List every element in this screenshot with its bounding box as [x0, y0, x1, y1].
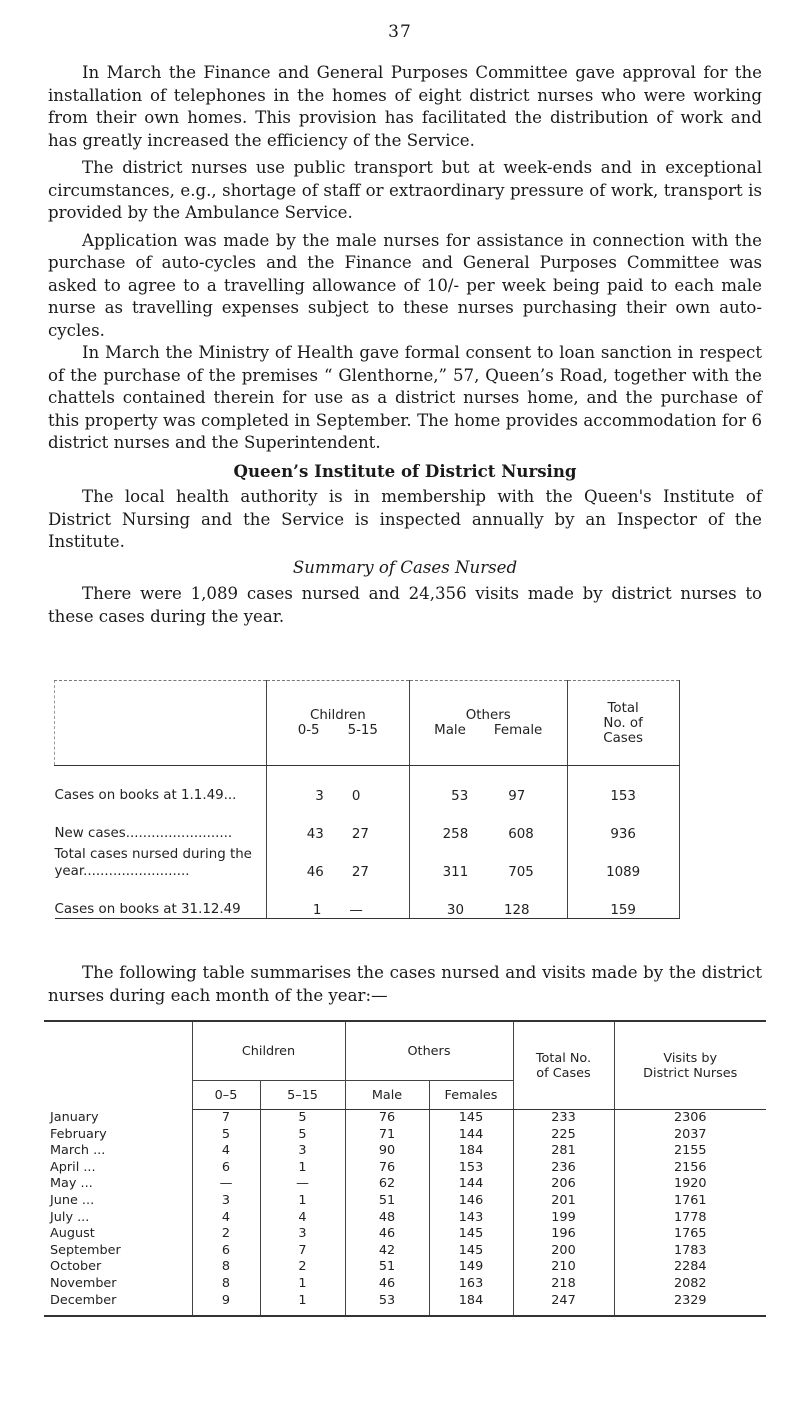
report-text: [48, 62, 762, 633]
paragraph-transport: The district nurses use public transport but at week-ends and in exceptional circumstances, e.g., shortage of staff or extraordinary pressure of work, transport is provided by the Ambulance Service.: [48, 158, 762, 222]
monthly-row: November 8 1 46 163 218 2082: [44, 1276, 766, 1293]
section-heading: Queen’s Institute of District Nursing: [233, 460, 577, 481]
summary-row: New cases......................... 43 27 258 608 936: [55, 804, 764, 842]
paragraph-institute: The local health authority is in membership with the Queen's Institute of District Nursing and the Service is inspected annually by an Inspector of the Institute.: [48, 487, 762, 551]
summary-header-total: Total No. of Cases: [567, 681, 679, 766]
summary-header-others: Others Male Female: [409, 681, 567, 766]
monthly-row: September 6 7 42 145 200 1783: [44, 1243, 766, 1260]
summary-row: Cases on books at 1.1.49... 3 0 53 97 153: [55, 766, 764, 805]
paragraph-telephones: In March the Finance and General Purposes Committee gave approval for the installation of telephones in the homes of eight district nurses who were working from their own homes. This provision has facilitated the distribution of work and has greatly increased the efficiency of the Service.: [48, 63, 762, 150]
monthly-row: December 9 1 53 184 247 2329: [44, 1293, 766, 1317]
summary-header-children: Children 0-5 5-15: [266, 681, 409, 766]
paragraph-auto-cycles: Application was made by the male nurses for assistance in connection with the purchase of auto-cycles and the Finance and General Purposes Committee was asked to agree to a travelling allowance of 10/- per week being paid to each male nurse as travelling expenses subject to these nurses purchasing their own auto-cycles.: [48, 230, 762, 340]
monthly-row: February 5 5 71 144 225 2037: [44, 1127, 766, 1144]
monthly-header-others: Others: [345, 1021, 513, 1081]
monthly-row: October 8 2 51 149 210 2284: [44, 1259, 766, 1276]
monthly-header-total: Total No. of Cases: [513, 1021, 614, 1110]
monthly-subheader-row: 0–5 5–15 Male Females: [44, 1081, 766, 1110]
monthly-intro: [48, 962, 762, 1012]
paragraph-monthly: The following table summarises the cases nursed and visits made by the district nurses during each month of the year:—: [48, 963, 762, 1005]
summary-row: Total cases nursed during the year......................... 46 27 311 705 1089: [55, 842, 764, 880]
summary-header-row: [55, 681, 764, 766]
summary-row: Cases on books at 31.12.49 1 — 30 128 159: [55, 880, 764, 919]
monthly-row: May ... — — 62 144 206 1920: [44, 1176, 766, 1193]
section-subheading: Summary of Cases Nursed: [292, 557, 518, 577]
monthly-row: March ... 4 3 90 184 281 2155: [44, 1143, 766, 1160]
monthly-header-visits: Visits by District Nurses: [614, 1021, 766, 1110]
monthly-row: June ... 3 1 51 146 201 1761: [44, 1193, 766, 1210]
monthly-row: August 2 3 46 145 196 1765: [44, 1226, 766, 1243]
monthly-row: April ... 6 1 76 153 236 2156: [44, 1160, 766, 1177]
monthly-table: [44, 1020, 766, 1317]
page-number: 37: [388, 22, 412, 42]
monthly-row: July ... 4 4 48 143 199 1778: [44, 1210, 766, 1227]
monthly-row: January 7 5 76 145 233 2306: [44, 1110, 766, 1127]
monthly-header-row: [44, 1021, 766, 1081]
paragraph-summary: There were 1,089 cases nursed and 24,356 visits made by district nurses to these cases during the year.: [48, 584, 762, 626]
paragraph-glenthorne: In March the Ministry of Health gave formal consent to loan sanction in respect of the purchase of the premises “ Glenthorne,” 57, Queen’s Road, together with the chattels contained therein for use as a district nurses home, and the purchase of this property was completed in September. The home provides accommodation for 6 district nurses and the Superintendent.: [48, 343, 762, 452]
summary-table: [54, 680, 763, 919]
monthly-header-children: Children: [192, 1021, 345, 1081]
